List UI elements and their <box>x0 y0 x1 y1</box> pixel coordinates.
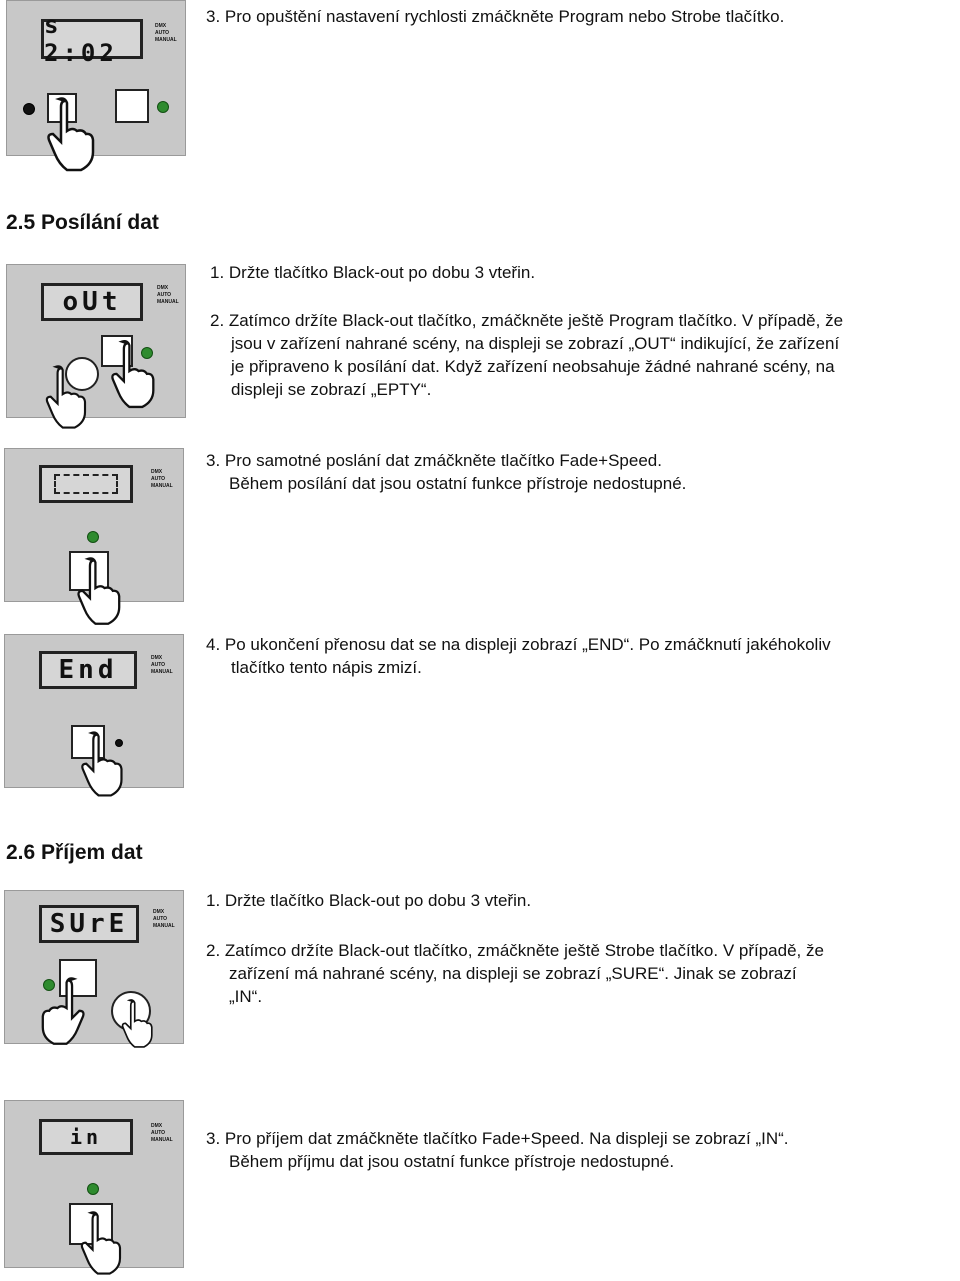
step-text: je připraveno k posílání dat. Když zařízení neobsahuje žádné nahrané scény, na <box>231 357 835 376</box>
pressing-hand-icon <box>79 1211 125 1271</box>
indicator-led <box>23 103 35 115</box>
illustration-panel-speed-exit <box>6 0 186 156</box>
step-text: „IN“. <box>229 987 263 1006</box>
step-text: 4. Po ukončení přenosu dat se na displeji zobrazí „END“. Po zmáčknutí jakéhokoliv <box>206 635 831 654</box>
step-text: 3. Pro samotné poslání dat zmáčkněte tlačítko Fade+Speed. <box>206 451 662 470</box>
pressing-hand-icon <box>81 731 125 793</box>
illustration-panel-out <box>6 264 186 418</box>
indicator-led <box>157 101 169 113</box>
step-text: jsou v zařízení nahrané scény, na displeji se zobrazí „OUT“ indikující, že zařízení <box>231 334 840 353</box>
lcd-mode-labels: DMX AUTO MANUAL <box>151 655 173 675</box>
step-text: Během příjmu dat jsou ostatní funkce přístroje nedostupné. <box>229 1152 675 1171</box>
illustration-panel-in <box>4 1100 184 1268</box>
step-text: 3. Pro příjem dat zmáčkněte tlačítko Fade+Speed. Na displeji se zobrazí „IN“. <box>206 1129 789 1148</box>
illustration-panel-sure <box>4 890 184 1044</box>
step-text: 1. Držte tlačítko Black-out po dobu 3 vteřin. <box>210 263 536 282</box>
step-text: displeji se zobrazí „EPTY“. <box>231 380 432 399</box>
pressing-hand-icon <box>45 365 89 425</box>
pressing-hand-icon <box>117 999 159 1045</box>
step-text: 2. Zatímco držíte Black-out tlačítko, zmáčkněte ještě Strobe tlačítko. V případě, že <box>206 941 824 960</box>
section-heading-receive: 2.6 Příjem dat <box>6 841 143 864</box>
program-button[interactable] <box>115 89 149 123</box>
lcd-display <box>39 465 133 503</box>
lcd-display: End <box>39 651 137 689</box>
lcd-blank-segments <box>54 474 118 494</box>
pressing-hand-icon <box>111 339 157 405</box>
step-text: 3. Pro opuštění nastavení rychlosti zmáčkněte Program nebo Strobe tlačítko. <box>206 7 785 26</box>
step-text: zařízení má nahrané scény, na displeji se zobrazí „SURE“. Jinak se zobrazí <box>229 964 797 983</box>
lcd-display: s 2:02 <box>41 19 143 59</box>
lcd-mode-labels: DMX AUTO MANUAL <box>157 285 179 305</box>
indicator-led <box>87 531 99 543</box>
section-heading-send: 2.5 Posílání dat <box>6 211 159 234</box>
lcd-display: in <box>39 1119 133 1155</box>
lcd-display: oUt <box>41 283 143 321</box>
step-text: 2. Zatímco držíte Black-out tlačítko, zmáčkněte ještě Program tlačítko. V případě, že <box>210 311 844 330</box>
illustration-panel-end <box>4 634 184 788</box>
lcd-mode-labels: DMX AUTO MANUAL <box>153 909 175 929</box>
pressing-hand-icon <box>47 97 97 167</box>
step-text: Během posílání dat jsou ostatní funkce přístroje nedostupné. <box>229 474 687 493</box>
lcd-mode-labels: DMX AUTO MANUAL <box>155 23 177 43</box>
pressing-hand-icon <box>39 977 85 1041</box>
indicator-led <box>87 1183 99 1195</box>
step-text: tlačítko tento nápis zmizí. <box>231 658 422 677</box>
pressing-hand-icon <box>77 557 123 621</box>
lcd-display: SUrE <box>39 905 139 943</box>
illustration-panel-fade-speed <box>4 448 184 602</box>
lcd-mode-labels: DMX AUTO MANUAL <box>151 469 173 489</box>
lcd-mode-labels: DMX AUTO MANUAL <box>151 1123 173 1143</box>
step-text: 1. Držte tlačítko Black-out po dobu 3 vteřin. <box>206 891 532 910</box>
